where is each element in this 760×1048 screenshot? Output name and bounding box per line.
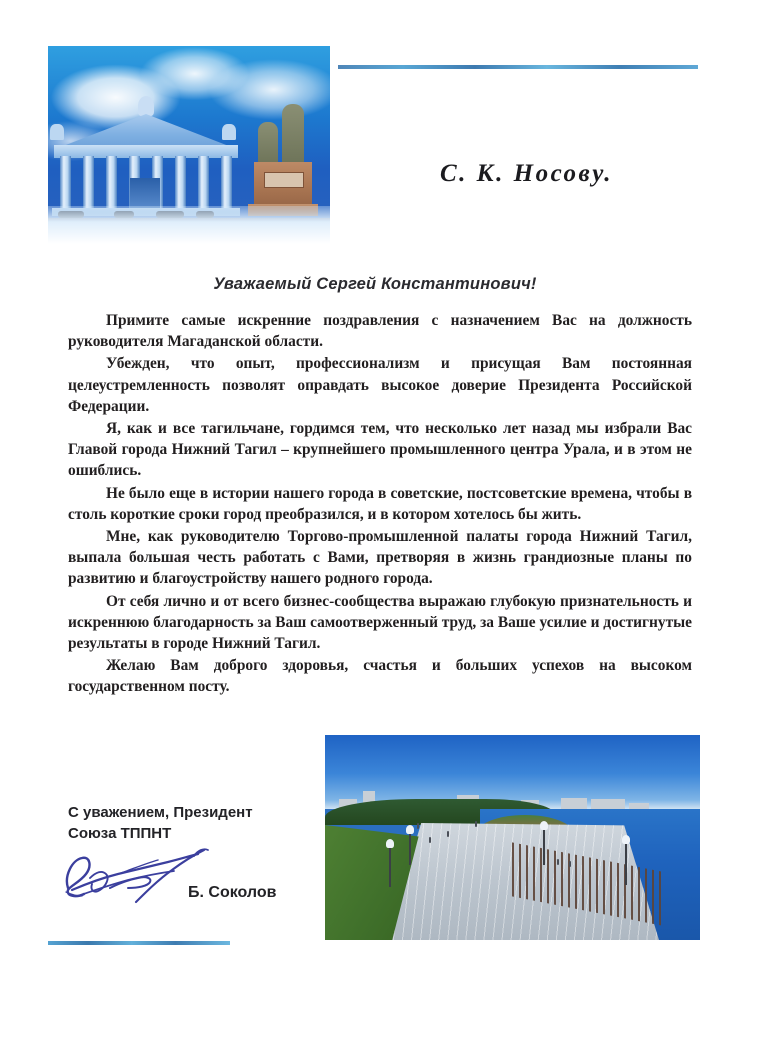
monument-figures [256,102,310,164]
theatre-pediment [58,114,234,148]
lamp-post [543,827,545,865]
column [60,156,71,210]
signature-title-line-2: Союза ТППНТ [68,825,172,842]
footer-photo [325,735,700,940]
column [106,156,117,210]
pedestrian [447,831,449,837]
signature-block [68,802,318,914]
pedestrian [475,821,477,827]
pedestrian [557,859,559,865]
monument-plaque [264,172,304,188]
body-paragraph: Я, как и все тагильчане, гордимся тем, что несколько лет назад мы избрали Вас Главой города Нижний Тагил – крупнейшего промышленного центра Урала, и в этом не ошиблись. [68,420,692,480]
column [83,156,94,210]
snow-foreground [48,206,330,244]
header-rule [338,65,698,69]
signature-area [68,848,318,914]
pedestrian [429,837,431,843]
addressee-line: С. К. Носову. [440,160,613,187]
letter-body [68,275,692,698]
monument-figure-seated [258,122,278,164]
footer-rule [48,941,230,945]
lamp-post [409,831,411,865]
roof-urn-left-icon [50,124,64,140]
roof-statue-icon [138,96,154,116]
body-paragraph: Желаю Вам доброго здоровья, счастья и больших успехов на высоком государственном посту. [68,657,692,696]
monument-figure-standing [282,104,304,164]
greeting-line: Уважаемый Сергей Константинович! [213,275,537,293]
body-paragraph: Примите самые искренние поздравления с назначением Вас на должность руководителя Магаданской области. [68,312,692,351]
roof-urn-right-icon [222,124,236,140]
cherepanov-monument-graphic [248,88,318,216]
pedestrian [569,861,571,867]
lamp-post [389,845,391,887]
column [221,156,232,210]
body-paragraph: Мне, как руководителю Торгово-промышленной палаты города Нижний Тагил, выпала большая честь работать с Вами, претворяя в жизнь грандиозные планы по развитию и благоустройству нашего родного города. [68,528,692,588]
pedestrian [417,823,419,829]
signatory-name: Б. Соколов [188,884,277,901]
column [175,156,186,210]
header-photo [48,46,330,244]
column [198,156,209,210]
body-paragraph: Убежден, что опыт, профессионализм и присущая Вам постоянная целеустремленность позволят оправдать высокое доверие Президента Российской Федерации. [68,355,692,415]
signature-title-line-1: С уважением, Президент [68,804,253,821]
theatre-building-graphic [52,98,240,214]
lamp-post [625,841,627,885]
body-paragraph: От себя лично и от всего бизнес-сообщества выражаю глубокую признательность и искреннюю благодарность за Ваш самоотверженный труд, за Ваше усилие и достигнутые результаты в городе Нижний Тагил. [68,592,692,653]
body-paragraph: Не было еще в истории нашего города в советские, постсоветские времена, чтобы в столь короткие сроки город преобразился, и в котором хотелось бы жить. [68,484,692,523]
